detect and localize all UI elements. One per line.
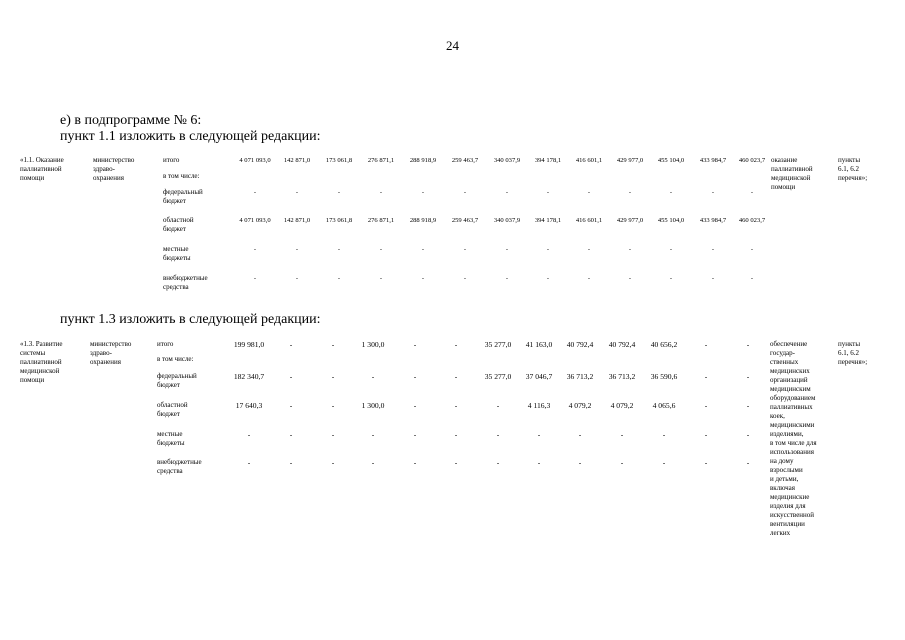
table-cell: 40 792,4: [608, 340, 636, 349]
table-cell: -: [546, 189, 550, 196]
table-cell: 1 300,0: [361, 340, 385, 349]
table-cell: -: [746, 340, 750, 349]
table-cell: 1 300,0: [361, 401, 385, 410]
table-cell: 4 071 093,0: [239, 217, 271, 224]
row-label: областной бюджет: [163, 216, 194, 233]
table-cell: -: [746, 372, 750, 381]
table-cell: -: [253, 246, 257, 253]
table-cell: -: [289, 401, 293, 410]
table-cell: 276 871,1: [367, 157, 395, 164]
table-cell: -: [546, 246, 550, 253]
row-label: в том числе:: [157, 355, 194, 363]
row-label: в том числе:: [163, 172, 200, 180]
table-cell: -: [578, 458, 582, 467]
page-number: 24: [446, 38, 459, 53]
table-cell: -: [463, 189, 467, 196]
table-cell: -: [295, 275, 299, 282]
table-cell: 173 061,8: [325, 217, 353, 224]
table-cell: -: [421, 275, 425, 282]
executor-name: министерство здраво- охранения: [90, 340, 132, 366]
table-cell: -: [628, 275, 632, 282]
table-cell: 40 656,2: [650, 340, 678, 349]
table-cell: -: [704, 401, 708, 410]
table-cell: -: [628, 246, 632, 253]
table-cell: -: [704, 458, 708, 467]
table-cell: -: [711, 275, 715, 282]
table-cell: -: [746, 401, 750, 410]
expected-result: обеспечение государ- ственных медицинских организаций медицинским оборудованием паллиативных коек, медицинскими изделиями, в том числе для использования на дому взрослыми и детьми, включая медицинские изделия для искусственной вентиляции легких: [770, 340, 817, 537]
table-cell: -: [421, 189, 425, 196]
table-cell: 340 037,9: [493, 217, 521, 224]
table-cell: 429 977,0: [616, 157, 644, 164]
measure-name: «1.1. Оказание паллиативной помощи: [20, 156, 64, 182]
row-label: федеральный бюджет: [163, 188, 203, 205]
table-cell: 4 079,2: [610, 401, 634, 410]
row-label: федеральный бюджет: [157, 372, 197, 389]
table-cell: 460 023,7: [738, 217, 766, 224]
table-cell: -: [454, 401, 458, 410]
row-label: итого: [157, 340, 174, 348]
row-label: итого: [163, 156, 180, 164]
table-cell: -: [421, 246, 425, 253]
table-cell: -: [750, 189, 754, 196]
table-cell: 4 079,2: [568, 401, 592, 410]
executor-name: министерство здраво- охранения: [93, 156, 135, 182]
table-cell: 37 046,7: [525, 372, 553, 381]
table-cell: 288 918,9: [409, 157, 437, 164]
table-cell: -: [628, 189, 632, 196]
table-cell: 40 792,4: [566, 340, 594, 349]
table-cell: 41 163,0: [525, 340, 553, 349]
table-cell: 455 104,0: [657, 217, 685, 224]
table-cell: -: [337, 246, 341, 253]
table-cell: -: [371, 372, 375, 381]
expected-result: оказание паллиативной медицинской помощи: [771, 156, 813, 191]
table-cell: -: [295, 189, 299, 196]
table-cell: -: [371, 458, 375, 467]
table-cell: -: [454, 430, 458, 439]
table-cell: -: [247, 458, 251, 467]
table-cell: -: [295, 246, 299, 253]
table-cell: -: [331, 430, 335, 439]
table-cell: -: [669, 275, 673, 282]
table-cell: -: [413, 458, 417, 467]
row-label: внебюджетные средства: [157, 458, 202, 475]
row-label: местные бюджеты: [157, 430, 185, 447]
table-cell: -: [289, 340, 293, 349]
table-cell: -: [662, 458, 666, 467]
subprogram-heading: е) в подпрограмме № 6:: [60, 113, 202, 128]
measure-name: «1.3. Развитие системы паллиативной медицинской помощи: [20, 340, 63, 384]
table-cell: -: [505, 246, 509, 253]
table-cell: -: [505, 275, 509, 282]
table-cell: -: [337, 189, 341, 196]
table-cell: 36 713,2: [608, 372, 636, 381]
table-cell: -: [289, 458, 293, 467]
table-cell: -: [669, 246, 673, 253]
table-cell: -: [750, 275, 754, 282]
table-cell: -: [704, 372, 708, 381]
table-cell: -: [704, 430, 708, 439]
table-cell: 416 601,1: [575, 217, 603, 224]
table-cell: 460 023,7: [738, 157, 766, 164]
table-cell: 36 713,2: [566, 372, 594, 381]
table-cell: 259 463,7: [451, 157, 479, 164]
table-cell: -: [331, 458, 335, 467]
table-cell: -: [413, 430, 417, 439]
table-cell: -: [496, 430, 500, 439]
row-label: областной бюджет: [157, 401, 188, 418]
table-cell: -: [331, 401, 335, 410]
table-cell: -: [379, 189, 383, 196]
table-cell: -: [620, 430, 624, 439]
table-cell: 394 178,1: [534, 157, 562, 164]
table-cell: -: [463, 246, 467, 253]
table-cell: -: [662, 430, 666, 439]
table-cell: -: [587, 246, 591, 253]
table-cell: -: [537, 458, 541, 467]
table-cell: -: [413, 372, 417, 381]
table-cell: 17 640,3: [235, 401, 263, 410]
table-cell: 455 104,0: [657, 157, 685, 164]
table-cell: -: [746, 430, 750, 439]
table-cell: -: [669, 189, 673, 196]
table-cell: -: [496, 401, 500, 410]
table-cell: -: [413, 340, 417, 349]
table-cell: 276 871,1: [367, 217, 395, 224]
table-cell: 142 871,0: [283, 157, 311, 164]
table-cell: 35 277,0: [484, 340, 512, 349]
table-cell: -: [750, 246, 754, 253]
table-cell: -: [505, 189, 509, 196]
table-cell: -: [289, 372, 293, 381]
table-cell: -: [711, 246, 715, 253]
table-cell: 433 984,7: [699, 217, 727, 224]
table-cell: -: [546, 275, 550, 282]
table-cell: 199 981,0: [233, 340, 265, 349]
table-cell: -: [289, 430, 293, 439]
table-cell: 416 601,1: [575, 157, 603, 164]
table-cell: 429 977,0: [616, 217, 644, 224]
item-1-1-heading: пункт 1.1 изложить в следующей редакции:: [60, 129, 321, 144]
table-cell: -: [463, 275, 467, 282]
table-cell: -: [537, 430, 541, 439]
table-cell: -: [413, 401, 417, 410]
table-cell: 173 061,8: [325, 157, 353, 164]
table-cell: -: [331, 372, 335, 381]
table-cell: 4 065,6: [652, 401, 676, 410]
table-cell: -: [454, 458, 458, 467]
table-cell: 433 984,7: [699, 157, 727, 164]
table-cell: -: [496, 458, 500, 467]
table-cell: 288 918,9: [409, 217, 437, 224]
table-cell: 182 340,7: [233, 372, 265, 381]
table-cell: -: [253, 275, 257, 282]
table-cell: -: [704, 340, 708, 349]
table-cell: 142 871,0: [283, 217, 311, 224]
table-cell: -: [379, 275, 383, 282]
table-cell: -: [379, 246, 383, 253]
table-cell: -: [371, 430, 375, 439]
list-points: пункты 6.1, 6.2 перечня»;: [838, 156, 868, 182]
table-cell: 259 463,7: [451, 217, 479, 224]
table-cell: 4 071 093,0: [239, 157, 271, 164]
table-cell: 36 590,6: [650, 372, 678, 381]
table-cell: -: [587, 189, 591, 196]
table-cell: -: [247, 430, 251, 439]
row-label: внебюджетные средства: [163, 274, 208, 291]
table-cell: 340 037,9: [493, 157, 521, 164]
table-cell: 394 178,1: [534, 217, 562, 224]
row-label: местные бюджеты: [163, 245, 191, 262]
table-cell: -: [253, 189, 257, 196]
list-points: пункты 6.1, 6.2 перечня»;: [838, 340, 868, 366]
table-cell: 35 277,0: [484, 372, 512, 381]
table-cell: -: [578, 430, 582, 439]
table-cell: 4 116,3: [527, 401, 551, 410]
table-cell: -: [711, 189, 715, 196]
item-1-3-heading: пункт 1.3 изложить в следующей редакции:: [60, 312, 321, 327]
table-cell: -: [337, 275, 341, 282]
table-cell: -: [746, 458, 750, 467]
table-cell: -: [587, 275, 591, 282]
table-cell: -: [454, 340, 458, 349]
table-cell: -: [454, 372, 458, 381]
table-cell: -: [331, 340, 335, 349]
table-cell: -: [620, 458, 624, 467]
